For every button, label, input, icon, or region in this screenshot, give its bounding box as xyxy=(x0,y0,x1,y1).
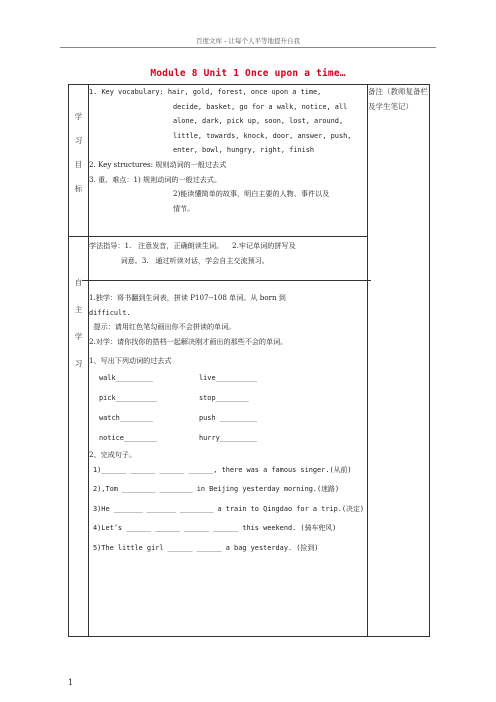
exercise2-title: 2、完成句子。 xyxy=(89,450,137,460)
goals-content xyxy=(89,85,368,237)
notes-column xyxy=(368,85,430,637)
notes-heading: 备注（教师复备栏及学生笔记） xyxy=(368,87,428,111)
verb-blank: push _________ xyxy=(199,414,258,423)
exercise1-title: 1、写出下列动词的过去式 xyxy=(89,355,172,365)
goal-line: 2. Key structures: 规则动词的一般过去式 xyxy=(89,159,227,169)
verb-row xyxy=(99,408,367,428)
verb-row xyxy=(99,368,367,388)
sentence-item: 4)Let’s ______ ______ ______ ______ this weekend. (骑车兜风) xyxy=(93,524,337,533)
verb-list xyxy=(89,368,367,448)
goal-line: 1. Key vocabulary: hair, gold, forest, once upon a time, xyxy=(89,88,322,96)
study-label-char: 自 xyxy=(74,278,83,287)
method-guide xyxy=(89,237,367,268)
sentence-list xyxy=(89,463,367,557)
page-number: 1 xyxy=(68,678,74,687)
task-block xyxy=(89,281,367,349)
study-label-char: 学 xyxy=(74,332,83,341)
goals-label-char: 标 xyxy=(74,184,83,193)
verb-row xyxy=(99,428,367,448)
verb-blank: hurry_________ xyxy=(199,434,258,443)
goal-line: 3. 重、难点：1) 规则动词的一般过去式。 xyxy=(89,174,222,184)
goals-lines xyxy=(89,85,367,216)
sentence-item: 3)He _______ _______ ________ a train to Qingdao for a trip.(决定) xyxy=(93,504,364,513)
goals-label-char: 目 xyxy=(74,160,83,169)
section-divider xyxy=(82,268,371,281)
lesson-plan-table xyxy=(68,84,430,637)
verb-blank: watch________ xyxy=(99,414,153,423)
sentence-item: 5)The little girl ______ ______ a bag yesterday. (捡到) xyxy=(93,543,319,552)
method-line: 词意。3. 通过听读对话，学会自主交流预习。 xyxy=(89,255,269,265)
method-line: 学法指导：1. 注意发音，正确朗读生词。 2.牢记单词的拼写及 xyxy=(89,241,296,250)
goal-line: 2)能读懂简单的故事，明白主要的人物、事件以及 xyxy=(173,189,330,199)
goal-line: enter, bowl, hungry, right, finish xyxy=(173,146,315,155)
verb-blank: walk_________ xyxy=(99,374,153,383)
task-line: 2.对学：请你找你的搭档一起解决刚才画出的那些不会的单词。 xyxy=(89,336,288,346)
task-line: 1.独学：将书翻到生词表，拼读 P107--108 单词。从 born 到 xyxy=(89,293,286,303)
verb-blank: stop________ xyxy=(199,394,249,403)
goals-label xyxy=(69,85,89,237)
study-label-char: 主 xyxy=(74,305,83,314)
document-title: Module 8 Unit 1 Once upon a time… xyxy=(150,68,346,79)
goals-label-char: 习 xyxy=(74,136,83,145)
verb-row xyxy=(99,388,367,408)
sentence-item: 2),Tom ________ ________ in Beijing yesterday morning.(迷路) xyxy=(93,485,340,494)
sentence-item: 1)______ ______ ______ ______, there was a famous singer.(从前) xyxy=(93,465,352,474)
goal-line: little, towards, knock, door, answer, push, xyxy=(173,131,352,140)
task-line: difficult. xyxy=(89,308,131,317)
verb-blank: notice________ xyxy=(99,434,158,443)
study-label-char: 习 xyxy=(74,359,83,368)
goals-label-char: 学 xyxy=(74,112,83,121)
goal-line: decide, basket, go for a walk, notice, all xyxy=(173,102,348,111)
goal-line: 情节。 xyxy=(173,203,195,213)
goals-row xyxy=(69,85,430,237)
study-content xyxy=(89,237,368,637)
goal-line: alone, dark, pick up, soon, lost, around, xyxy=(173,117,344,126)
task-line: 提示：请用红色笔勾画出你不会拼读的单词。 xyxy=(89,322,236,332)
verb-blank: live__________ xyxy=(199,374,258,383)
verb-blank: pick__________ xyxy=(99,394,158,403)
header-rule xyxy=(60,47,436,48)
page-header: 百度文库 - 让每个人平等地提升自我 xyxy=(196,37,300,45)
study-label xyxy=(69,237,89,637)
